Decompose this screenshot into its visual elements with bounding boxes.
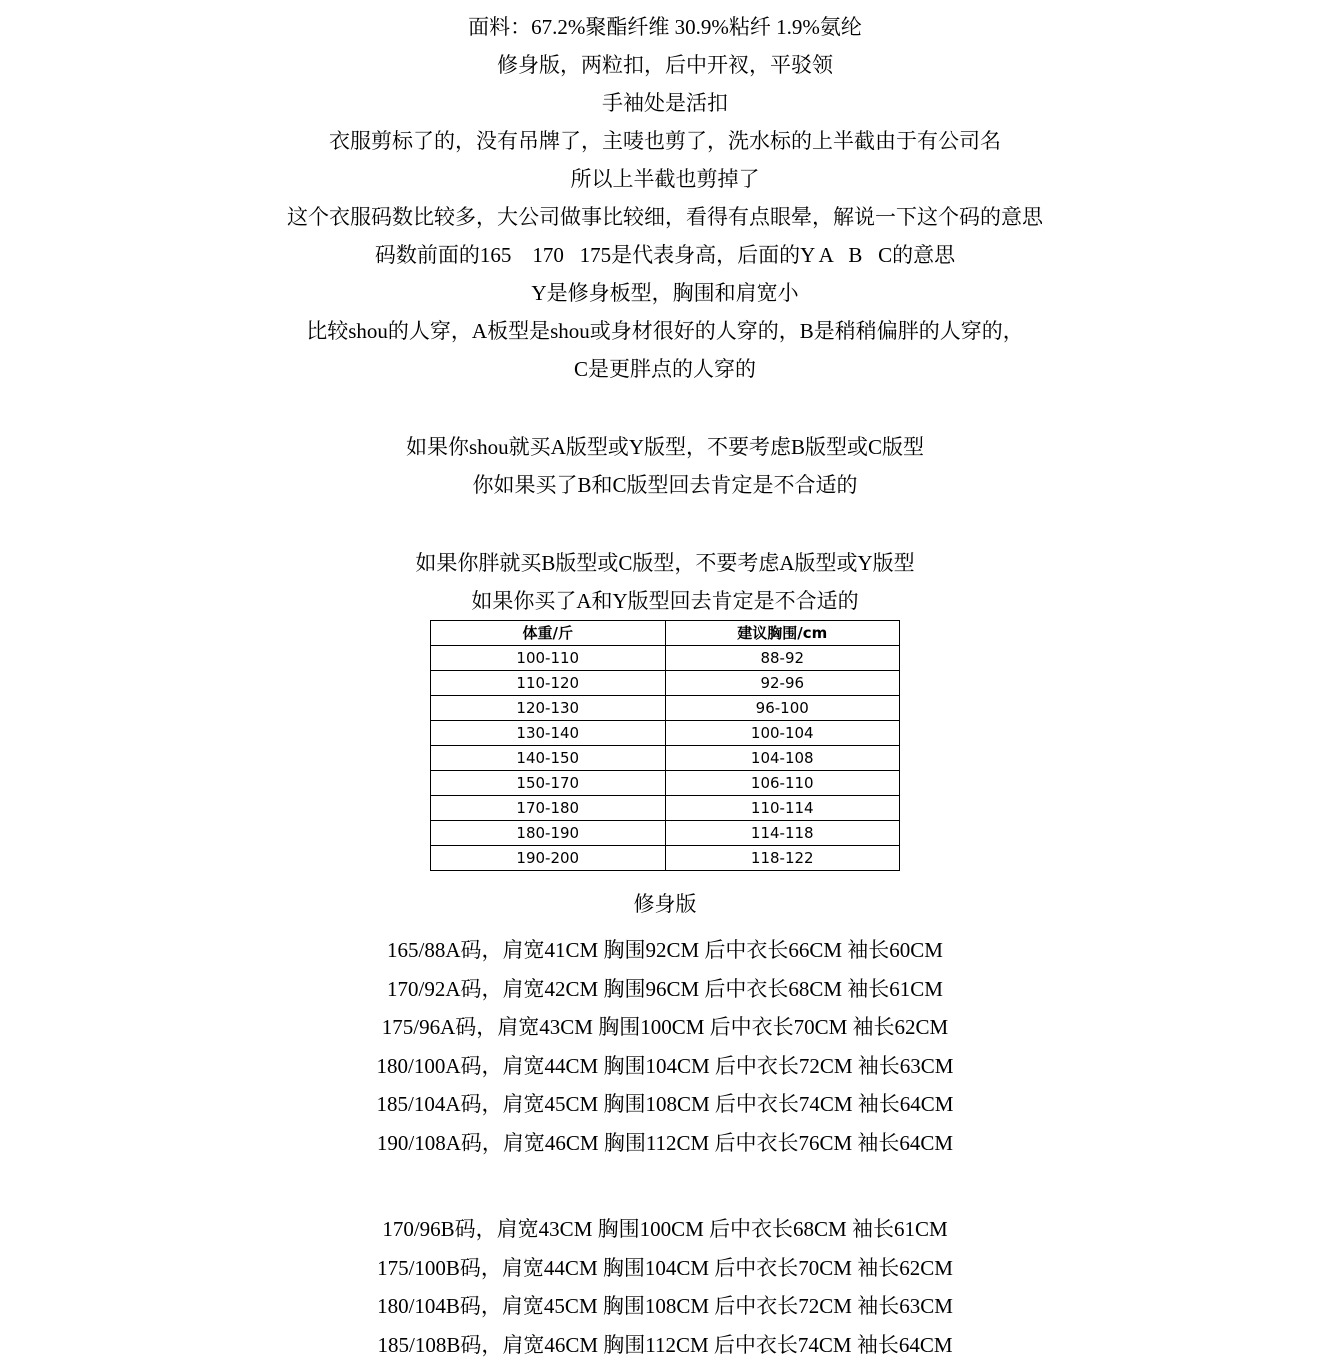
size-line-a: 165/88A码，肩宽41CM 胸围92CM 后中衣长66CM 袖长60CM bbox=[0, 931, 1330, 970]
size-line-a: 185/104A码，肩宽45CM 胸围108CM 后中衣长74CM 袖长64CM bbox=[0, 1085, 1330, 1124]
size-explain-line: 这个衣服码数比较多，大公司做事比较细，看得有点眼晕，解说一下这个码的意思 bbox=[0, 198, 1330, 236]
table-row bbox=[431, 846, 900, 871]
cell-weight: 140-150 bbox=[431, 746, 666, 771]
advice-slim-line-1: 如果你shou就买A版型或Y版型，不要考虑B版型或C版型 bbox=[0, 428, 1330, 466]
weight-chest-table-head bbox=[431, 621, 900, 646]
table-row bbox=[431, 771, 900, 796]
cell-chest: 114-118 bbox=[665, 821, 900, 846]
size-line-a: 170/92A码，肩宽42CM 胸围96CM 后中衣长68CM 袖长61CM bbox=[0, 970, 1330, 1009]
size-code-line: 码数前面的165 170 175是代表身高，后面的Y A B C的意思 bbox=[0, 236, 1330, 274]
y-type-line: Y是修身板型，胸围和肩宽小 bbox=[0, 274, 1330, 312]
size-line-b: 185/108B码，肩宽46CM 胸围112CM 后中衣长74CM 袖长64CM bbox=[0, 1326, 1330, 1364]
table-header-weight: 体重/斤 bbox=[431, 621, 666, 646]
size-line-b: 175/100B码，肩宽44CM 胸围104CM 后中衣长70CM 袖长62CM bbox=[0, 1249, 1330, 1288]
table-row bbox=[431, 671, 900, 696]
cell-weight: 170-180 bbox=[431, 796, 666, 821]
cell-chest: 106-110 bbox=[665, 771, 900, 796]
size-line-a: 175/96A码，肩宽43CM 胸围100CM 后中衣长70CM 袖长62CM bbox=[0, 1008, 1330, 1047]
table-header-row bbox=[431, 621, 900, 646]
cell-chest: 88-92 bbox=[665, 646, 900, 671]
fabric-composition-line: 面料：67.2%聚酯纤维 30.9%粘纤 1.9%氨纶 bbox=[0, 8, 1330, 46]
weight-chest-table bbox=[430, 620, 900, 871]
cell-weight: 110-120 bbox=[431, 671, 666, 696]
size-line-b: 180/104B码，肩宽45CM 胸围108CM 后中衣长72CM 袖长63CM bbox=[0, 1287, 1330, 1326]
cell-weight: 100-110 bbox=[431, 646, 666, 671]
size-line-a: 190/108A码，肩宽46CM 胸围112CM 后中衣长76CM 袖长64CM bbox=[0, 1124, 1330, 1163]
weight-chest-table-body bbox=[431, 646, 900, 871]
cell-chest: 92-96 bbox=[665, 671, 900, 696]
table-row bbox=[431, 696, 900, 721]
spacer bbox=[0, 1162, 1330, 1210]
cell-weight: 150-170 bbox=[431, 771, 666, 796]
advice-fat-line-2: 如果你买了A和Y版型回去肯定是不合适的 bbox=[0, 582, 1330, 620]
cell-weight: 130-140 bbox=[431, 721, 666, 746]
table-row bbox=[431, 721, 900, 746]
cell-chest: 110-114 bbox=[665, 796, 900, 821]
advice-block-slim bbox=[0, 428, 1330, 504]
spacer bbox=[0, 504, 1330, 544]
cell-chest: 104-108 bbox=[665, 746, 900, 771]
table-row bbox=[431, 796, 900, 821]
size-block-b bbox=[0, 1210, 1330, 1364]
table-row bbox=[431, 821, 900, 846]
intro-block bbox=[0, 8, 1330, 388]
table-header-chest: 建议胸围/cm bbox=[665, 621, 900, 646]
c-type-line: C是更胖点的人穿的 bbox=[0, 350, 1330, 388]
advice-block-fat bbox=[0, 544, 1330, 620]
abc-type-line: 比较shou的人穿，A板型是shou或身材很好的人穿的，B是稍稍偏胖的人穿的， bbox=[0, 312, 1330, 350]
spacer bbox=[0, 388, 1330, 428]
cell-chest: 96-100 bbox=[665, 696, 900, 721]
table-row bbox=[431, 746, 900, 771]
sleeve-button-line: 手袖处是活扣 bbox=[0, 84, 1330, 122]
style-features-line: 修身版，两粒扣，后中开衩，平驳领 bbox=[0, 46, 1330, 84]
section-title-slim-fit: 修身版 bbox=[0, 885, 1330, 923]
cell-weight: 180-190 bbox=[431, 821, 666, 846]
label-removed-line-2: 所以上半截也剪掉了 bbox=[0, 160, 1330, 198]
label-removed-line: 衣服剪标了的，没有吊牌了，主唛也剪了，洗水标的上半截由于有公司名 bbox=[0, 122, 1330, 160]
advice-fat-line-1: 如果你胖就买B版型或C版型，不要考虑A版型或Y版型 bbox=[0, 544, 1330, 582]
cell-weight: 190-200 bbox=[431, 846, 666, 871]
cell-chest: 118-122 bbox=[665, 846, 900, 871]
cell-chest: 100-104 bbox=[665, 721, 900, 746]
size-block-a bbox=[0, 931, 1330, 1162]
cell-weight: 120-130 bbox=[431, 696, 666, 721]
table-row bbox=[431, 646, 900, 671]
size-line-a: 180/100A码，肩宽44CM 胸围104CM 后中衣长72CM 袖长63CM bbox=[0, 1047, 1330, 1086]
advice-slim-line-2: 你如果买了B和C版型回去肯定是不合适的 bbox=[0, 466, 1330, 504]
size-line-b: 170/96B码，肩宽43CM 胸围100CM 后中衣长68CM 袖长61CM bbox=[0, 1210, 1330, 1249]
